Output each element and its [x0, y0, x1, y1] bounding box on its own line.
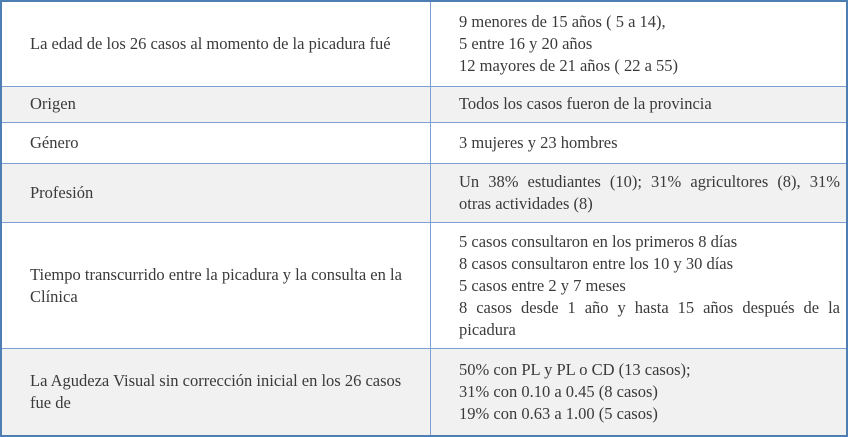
- row-label: La edad de los 26 casos al momento de la picadura fué: [1, 1, 431, 86]
- value-line: 8 casos desde 1 año y hasta 15 años después de la picadura: [459, 297, 840, 339]
- value-line: 12 mayores de 21 años ( 22 a 55): [459, 55, 679, 75]
- table-row-profession: [1, 163, 847, 222]
- row-value: [431, 86, 848, 122]
- table-row-gender: [1, 122, 847, 163]
- value-line: Todos los casos fueron de la provincia: [459, 94, 712, 114]
- value-line: 8 casos consultaron entre los 10 y 30 días: [459, 253, 734, 273]
- value-line: 19% con 0.63 a 1.00 (5 casos): [459, 404, 658, 424]
- value-line: 5 casos consultaron en los primeros 8 días: [459, 231, 738, 251]
- value-line: 5 casos entre 2 y 7 meses: [459, 275, 626, 295]
- value-line: 31% con 0.10 a 0.45 (8 casos): [459, 382, 658, 402]
- table-row-visual-acuity: [1, 349, 847, 436]
- value-line: Un 38% estudiantes (10); 31% agricultores (8), 31% otras actividades (8): [459, 171, 840, 213]
- row-label: Origen: [1, 86, 431, 122]
- row-value: [431, 222, 848, 348]
- value-line: 3 mujeres y 23 hombres: [459, 132, 618, 152]
- row-label: Profesión: [1, 163, 431, 222]
- row-value: [431, 1, 848, 86]
- row-label: La Agudeza Visual sin corrección inicial en los 26 casos fue de: [1, 349, 431, 436]
- table-row-time-elapsed: [1, 222, 847, 348]
- row-label: Tiempo transcurrido entre la picadura y la consulta en la Clínica: [1, 222, 431, 348]
- value-line: 9 menores de 15 años ( 5 a 14),: [459, 11, 666, 31]
- row-value: [431, 122, 848, 163]
- value-line: 50% con PL y PL o CD (13 casos);: [459, 360, 691, 380]
- table-row-origin: [1, 86, 847, 122]
- row-value: [431, 163, 848, 222]
- row-value: [431, 349, 848, 436]
- row-label: Género: [1, 122, 431, 163]
- table-row-age: [1, 1, 847, 86]
- value-line: 5 entre 16 y 20 años: [459, 33, 593, 53]
